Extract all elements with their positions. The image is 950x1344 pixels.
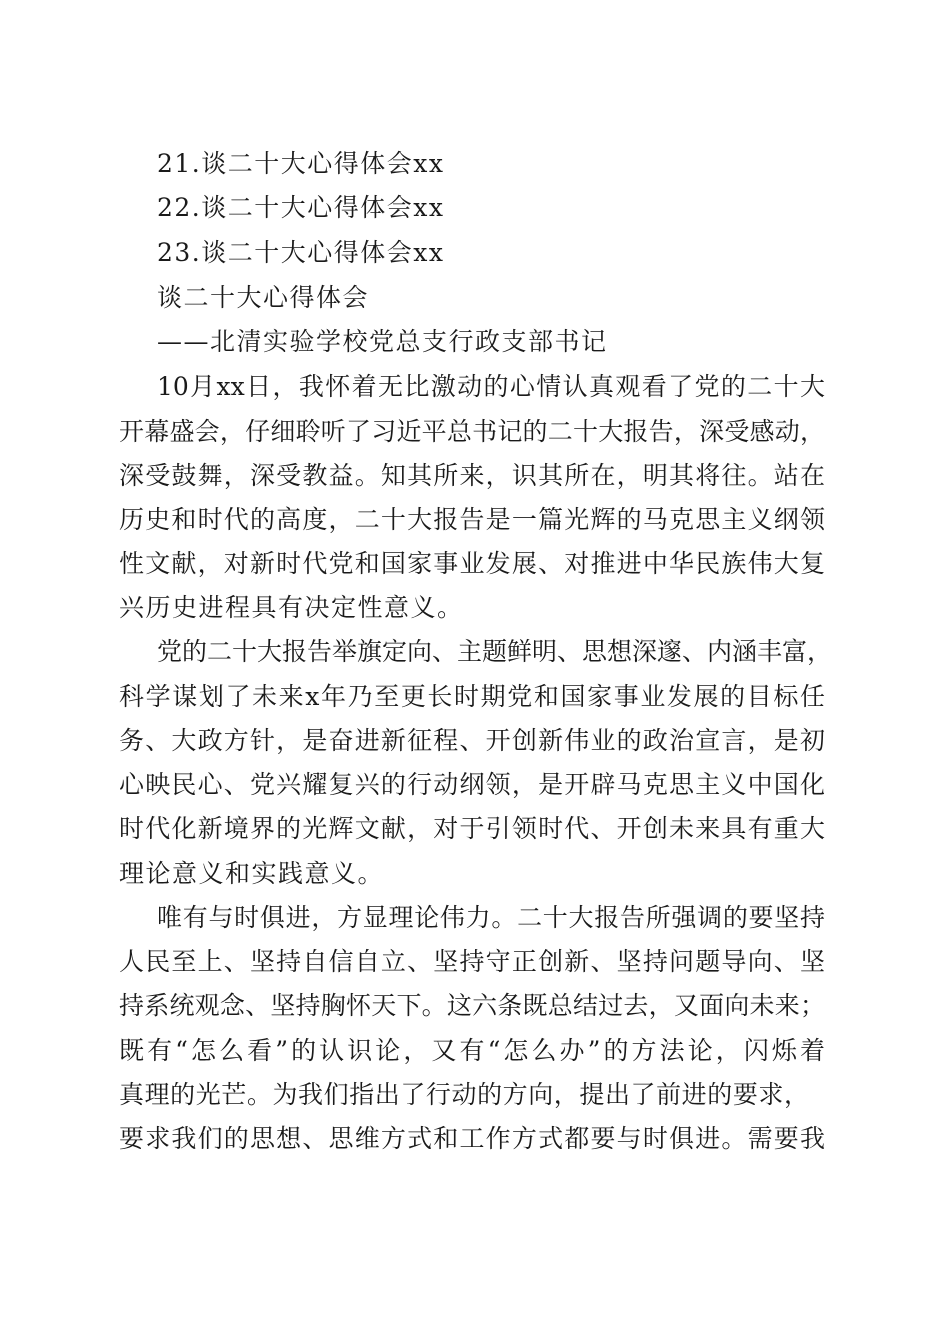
- paragraph-line: 性文献，对新时代党和国家事业发展、对推进中华民族伟大复: [119, 549, 825, 578]
- paragraph-line: 务、大政方针，是奋进新征程、开创新伟业的政治宣言，是初: [119, 726, 825, 755]
- paragraph-line: 科学谋划了未来x年乃至更长时期党和国家事业发展的目标任: [119, 682, 825, 711]
- paragraph-line: 理论意义和实践意义。: [119, 859, 385, 888]
- paragraph-line: 党的二十大报告举旗定向、主题鲜明、思想深邃、内涵丰富，: [157, 637, 833, 666]
- paragraph-line: 要求我们的思想、思维方式和工作方式都要与时俱进。需要我: [119, 1124, 825, 1153]
- paragraph-line: 真理的光芒。为我们指出了行动的方向，提出了前进的要求，: [119, 1080, 809, 1109]
- paragraph-line: 人民至上、坚持自信自立、坚持守正创新、坚持问题导向、坚: [119, 947, 825, 976]
- toc-item: 21.谈二十大心得体会xx: [157, 149, 445, 178]
- toc-item: 22.谈二十大心得体会xx: [157, 193, 445, 222]
- paragraph-line: 心映民心、党兴耀复兴的行动纲领，是开辟马克思主义中国化: [119, 770, 825, 799]
- paragraph-line: 深受鼓舞，深受教益。知其所来，识其所在，明其将往。站在: [119, 461, 825, 490]
- paragraph-line: 开幕盛会，仔细聆听了习近平总书记的二十大报告，深受感动，: [119, 417, 825, 446]
- paragraph-line: 兴历史进程具有决定性意义。: [119, 593, 464, 622]
- document-title: 谈二十大心得体会: [157, 283, 370, 312]
- paragraph-line: 历史和时代的高度，二十大报告是一篇光辉的马克思主义纲领: [119, 505, 825, 534]
- paragraph-line: 既有“怎么看”的认识论，又有“怎么办”的方法论，闪烁着: [119, 1036, 825, 1065]
- paragraph-line: 持系统观念、坚持胸怀天下。这六条既总结过去，又面向未来；: [119, 991, 825, 1020]
- paragraph-line: 唯有与时俱进，方显理论伟力。二十大报告所强调的要坚持: [157, 903, 825, 932]
- author-line: ——北清实验学校党总支行政支部书记: [157, 327, 608, 356]
- toc-item: 23.谈二十大心得体会xx: [157, 238, 445, 267]
- paragraph-line: 时代化新境界的光辉文献，对于引领时代、开创未来具有重大: [119, 814, 825, 843]
- paragraph-line: 10月xx日，我怀着无比激动的心情认真观看了党的二十大: [157, 372, 825, 401]
